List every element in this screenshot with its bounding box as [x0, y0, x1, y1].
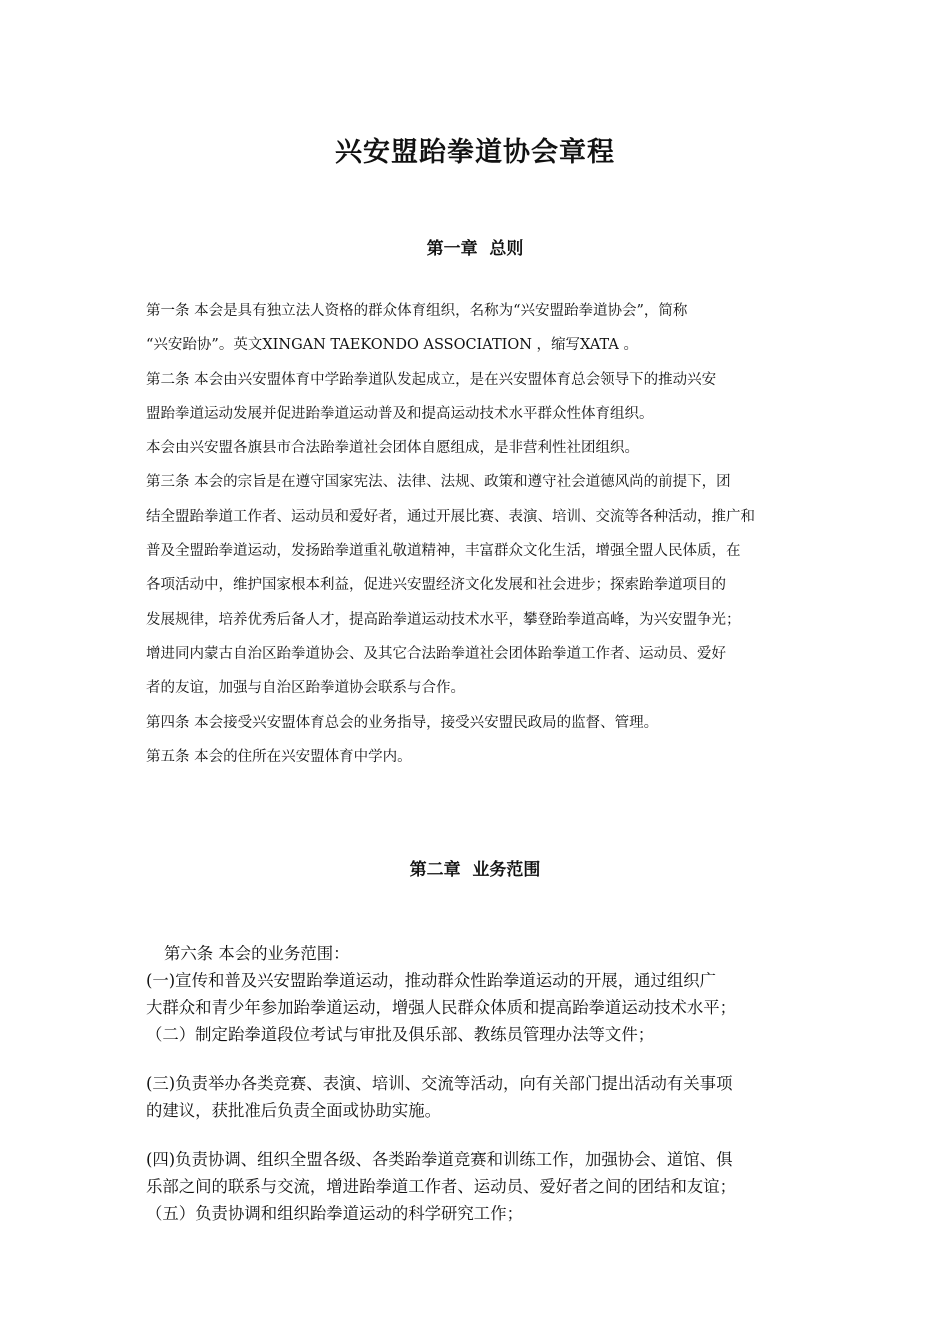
article-6-item-line: 的建议，获批准后负责全面或协助实施。 — [146, 1101, 442, 1120]
article-3-line: 发展规律，培养优秀后备人才，提高跆拳道运动技术水平，攀登跆拳道高峰，为兴安盟争光； — [146, 611, 741, 628]
article-1-line: “兴安跆协”。英文XINGAN TAEKONDO ASSOCIATION ，缩写XATA 。 — [146, 337, 638, 354]
article-3-line: 者的友谊，加强与自治区跆拳道协会联系与合作。 — [146, 680, 465, 697]
document-title: 兴安盟跆拳道协会章程 — [335, 137, 615, 168]
article-1-line: 第一条 本会是具有独立法人资格的群众体育组织，名称为“兴安盟跆拳道协会”，简称 — [146, 303, 688, 319]
article-3-line: 结全盟跆拳道工作者、运动员和爱好者，通过开展比赛、表演、培训、交流等各种活动，推广和 — [146, 508, 755, 525]
blank-line — [146, 1050, 826, 1072]
chapter-1-body — [146, 300, 816, 780]
article-3-line: 增进同内蒙古自治区跆拳道协会、及其它合法跆拳道社会团体跆拳道工作者、运动员、爱好 — [146, 645, 726, 662]
chapter-heading: 第一章 总则 — [426, 239, 524, 259]
article-3-line: 普及全盟跆拳道运动，发扬跆拳道重礼敬道精神，丰富群众文化生活，增强全盟人民体质，在 — [146, 543, 741, 560]
chapter-2-body — [146, 942, 826, 1229]
blank-line — [146, 1126, 826, 1148]
article-6-item-line: 乐部之间的联系与交流，增进跆拳道工作者、运动员、爱好者之间的团结和友谊； — [146, 1177, 737, 1196]
article-6-item-line: (四)负责协调、组织全盟各级、各类跆拳道竞赛和训练工作，加强协会、道馆、俱 — [146, 1150, 733, 1169]
chapter-heading: 第二章 业务范围 — [409, 860, 541, 880]
article-3-line: 各项活动中，维护国家根本利益，促进兴安盟经济文化发展和社会进步；探索跆拳道项目的 — [146, 577, 726, 594]
article-3-line: 第三条 本会的宗旨是在遵守国家宪法、法律、法规、政策和遵守社会道德风尚的前提下，团 — [146, 474, 731, 491]
article-6-item-line: 大群众和青少年参加跆拳道运动，增强人民群众体质和提高跆拳道运动技术水平； — [146, 998, 737, 1017]
article-5-line: 第五条 本会的住所在兴安盟体育中学内。 — [146, 748, 412, 765]
article-6-item-line: （五）负责协调和组织跆拳道运动的科学研究工作； — [146, 1204, 523, 1223]
article-6-item-line: (三)负责举办各类竞赛、表演、培训、交流等活动，向有关部门提出活动有关事项 — [146, 1074, 733, 1093]
article-6-item-line: (一)宣传和普及兴安盟跆拳道运动，推动群众性跆拳道运动的开展，通过组织广 — [146, 971, 717, 990]
article-2-line: 第二条 本会由兴安盟体育中学跆拳道队发起成立，是在兴安盟体育总会领导下的推动兴安 — [146, 371, 717, 388]
article-6-item-line: （二）制定跆拳道段位考试与审批及俱乐部、教练员管理办法等文件； — [146, 1025, 655, 1044]
article-2-line: 盟跆拳道运动发展并促进跆拳道运动普及和提高运动技术水平群众性体育组织。 — [146, 405, 654, 422]
article-4-line: 第四条 本会接受兴安盟体育总会的业务指导，接受兴安盟民政局的监督、管理。 — [146, 714, 659, 731]
article-6-line: 第六条 本会的业务范围： — [164, 944, 350, 963]
article-2-line: 本会由兴安盟各旗县市合法跆拳道社会团体自愿组成，是非营利性社团组织。 — [146, 440, 639, 457]
